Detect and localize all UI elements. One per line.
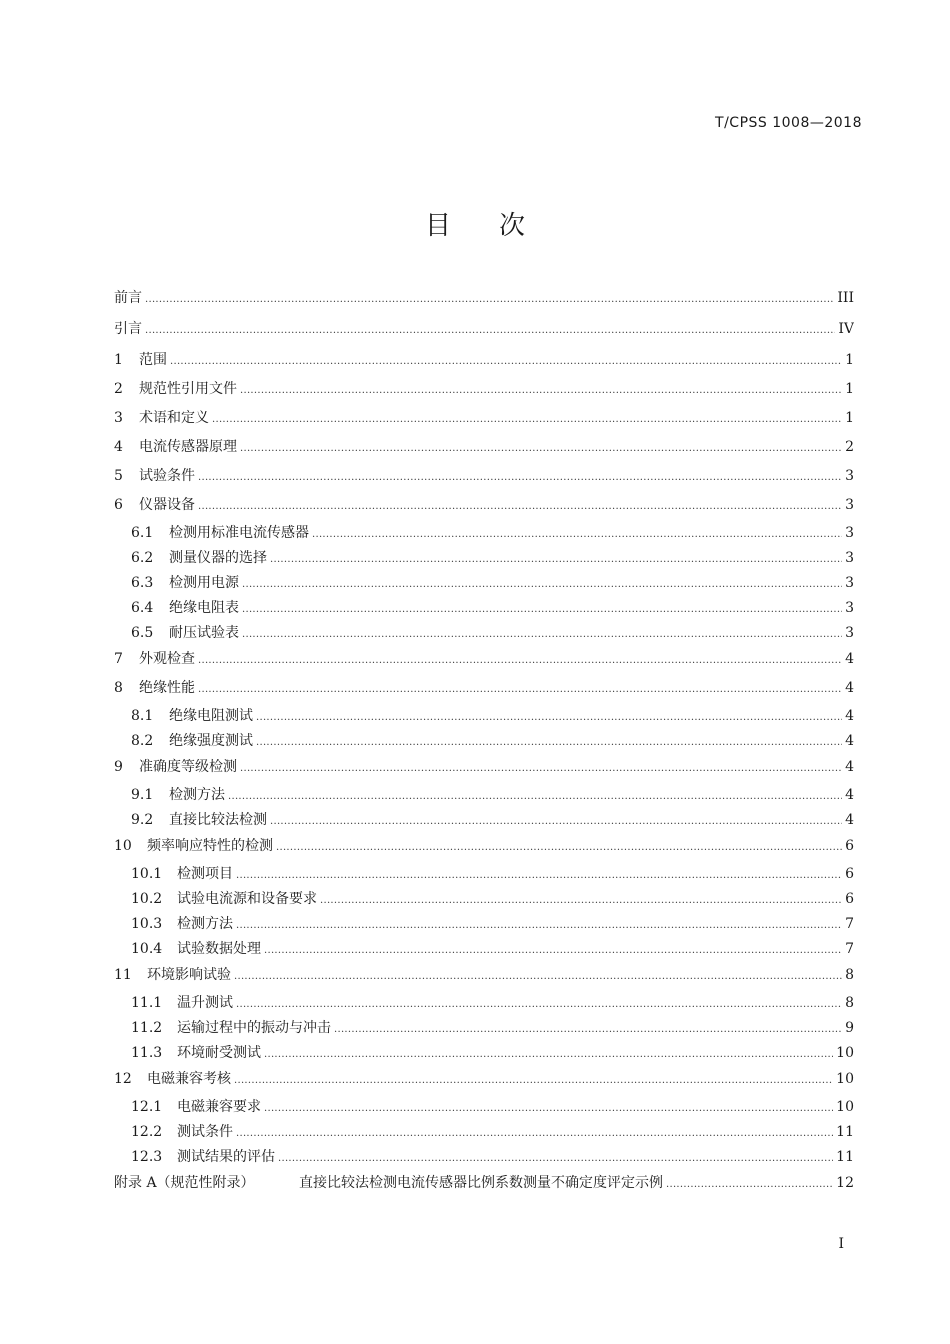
- dot-leader: [145, 319, 835, 343]
- dot-leader: [145, 288, 834, 312]
- dot-leader: [240, 379, 842, 403]
- toc-entry-number: 6.4: [131, 600, 154, 616]
- dot-leader: [666, 1173, 833, 1197]
- dot-leader: [264, 1044, 833, 1066]
- toc-entry-page: 4: [845, 680, 854, 696]
- toc-entry-page: 3: [845, 575, 854, 591]
- toc-entry-label: 引言: [114, 321, 142, 337]
- toc-entry-number: 9.2: [131, 812, 154, 828]
- toc-entry-page: 4: [845, 787, 854, 803]
- toc-entry-number: 5: [114, 468, 123, 484]
- toc-entry-label: 检测用标准电流传感器: [169, 525, 309, 541]
- toc-entry-label: 检测方法: [169, 787, 225, 803]
- toc-entry-number: 10.3: [131, 916, 163, 932]
- toc-entry[interactable]: [114, 1017, 854, 1042]
- toc-entry-label: 术语和定义: [139, 410, 209, 426]
- dot-leader: [240, 437, 842, 461]
- toc-entry-label: 规范性引用文件: [139, 381, 237, 397]
- dot-leader: [264, 940, 842, 962]
- toc-entry-page: 9: [845, 1020, 854, 1036]
- toc-entry-number: 11.3: [131, 1045, 163, 1061]
- toc-entry[interactable]: [114, 435, 854, 464]
- toc-entry-number: 10.1: [131, 866, 163, 882]
- toc-entry-page: 4: [845, 708, 854, 724]
- toc-entry-page: 3: [845, 625, 854, 641]
- toc-entry-number: 7: [114, 651, 123, 667]
- dot-leader: [228, 786, 842, 808]
- dot-leader: [242, 599, 842, 621]
- toc-entry-number: 10.2: [131, 891, 163, 907]
- dot-leader: [236, 1123, 833, 1145]
- toc-entry-page: 4: [845, 759, 854, 775]
- toc-entry-label: 前言: [114, 290, 142, 306]
- dot-leader: [236, 994, 842, 1016]
- toc-entry[interactable]: [114, 286, 854, 317]
- toc-entry-page: III: [837, 290, 854, 306]
- toc-entry-number: 9.1: [131, 787, 154, 803]
- dot-leader: [212, 408, 842, 432]
- toc-entry[interactable]: [114, 963, 854, 992]
- dot-leader: [256, 732, 842, 754]
- toc-entry[interactable]: [114, 547, 854, 572]
- toc-entry-number: 6: [114, 497, 123, 513]
- toc-entry-label: 运输过程中的振动与冲击: [177, 1020, 331, 1036]
- toc-entry-label: 频率响应特性的检测: [147, 838, 273, 854]
- toc-entry-number: 4: [114, 439, 123, 455]
- toc-entry-label: 耐压试验表: [169, 625, 239, 641]
- toc-entry-number: 10: [114, 838, 132, 854]
- toc-entry-number: 3: [114, 410, 123, 426]
- toc-entry-label: 直接比较法检测: [169, 812, 267, 828]
- toc-entry-label: 测量仪器的选择: [169, 550, 267, 566]
- dot-leader: [270, 549, 842, 571]
- dot-leader: [198, 495, 842, 519]
- toc-entry[interactable]: [114, 888, 854, 913]
- toc-entry-number: 9: [114, 759, 123, 775]
- toc-entry-label: 绝缘电阻测试: [169, 708, 253, 724]
- toc-entry[interactable]: [114, 863, 854, 888]
- toc-entry-number: 12.3: [131, 1149, 163, 1165]
- dot-leader: [198, 649, 842, 673]
- table-of-contents: [114, 286, 854, 1201]
- toc-entry-page: 3: [845, 525, 854, 541]
- toc-entry-label: 准确度等级检测: [139, 759, 237, 775]
- dot-leader: [170, 350, 842, 374]
- dot-leader: [234, 1069, 833, 1093]
- toc-entry-page: 4: [845, 812, 854, 828]
- toc-entry[interactable]: [114, 676, 854, 705]
- page-number: I: [838, 1236, 844, 1252]
- toc-entry-page: 6: [845, 866, 854, 882]
- dot-leader: [320, 890, 842, 912]
- toc-entry-label: 检测用电源: [169, 575, 239, 591]
- toc-entry[interactable]: [114, 705, 854, 730]
- toc-entry-label: 直接比较法检测电流传感器比例系数测量不确定度评定示例: [299, 1175, 663, 1191]
- toc-entry[interactable]: [114, 464, 854, 493]
- toc-entry[interactable]: [114, 992, 854, 1017]
- document-code: T/CPSS 1008—2018: [715, 115, 862, 131]
- title-char-2: 次: [499, 211, 526, 241]
- toc-entry[interactable]: [114, 522, 854, 547]
- toc-entry-label: 电磁兼容考核: [147, 1071, 231, 1087]
- dot-leader: [198, 678, 842, 702]
- toc-entry[interactable]: [114, 755, 854, 784]
- toc-entry-page: 3: [845, 550, 854, 566]
- toc-entry[interactable]: [114, 1146, 854, 1171]
- toc-entry-label: 试验数据处理: [177, 941, 261, 957]
- toc-entry[interactable]: [114, 572, 854, 597]
- dot-leader: [334, 1019, 842, 1041]
- toc-entry-label: 绝缘强度测试: [169, 733, 253, 749]
- page-title: [0, 205, 950, 242]
- toc-entry-number: 8: [114, 680, 123, 696]
- toc-entry-number: 10.4: [131, 941, 163, 957]
- toc-entry-number: 6.1: [131, 525, 154, 541]
- toc-entry-label: 检测方法: [177, 916, 233, 932]
- dot-leader: [240, 757, 842, 781]
- toc-entry-label: 试验条件: [139, 468, 195, 484]
- toc-entry-number: 6.2: [131, 550, 154, 566]
- toc-entry-label: 测试条件: [177, 1124, 233, 1140]
- toc-entry-page: 1: [845, 381, 854, 397]
- toc-entry-number: 6.5: [131, 625, 154, 641]
- toc-entry-number: 8.2: [131, 733, 154, 749]
- toc-entry[interactable]: [114, 834, 854, 863]
- toc-entry-label: 范围: [139, 352, 167, 368]
- toc-entry-label: 绝缘性能: [139, 680, 195, 696]
- dot-leader: [242, 574, 842, 596]
- toc-entry[interactable]: [114, 1121, 854, 1146]
- toc-entry-page: 7: [845, 941, 854, 957]
- toc-entry-page: 11: [836, 1149, 854, 1165]
- toc-entry-label: 仪器设备: [139, 497, 195, 513]
- toc-entry-page: 6: [845, 838, 854, 854]
- toc-entry-number: 1: [114, 352, 123, 368]
- toc-entry-page: 4: [845, 733, 854, 749]
- toc-entry[interactable]: [114, 1171, 854, 1201]
- toc-entry-number: 12.1: [131, 1099, 163, 1115]
- toc-entry[interactable]: [114, 1067, 854, 1096]
- toc-entry[interactable]: [114, 317, 854, 348]
- toc-entry-label: 环境耐受测试: [177, 1045, 261, 1061]
- toc-entry-label: 试验电流源和设备要求: [177, 891, 317, 907]
- toc-entry-page: 8: [845, 995, 854, 1011]
- toc-entry-number: 11.2: [131, 1020, 163, 1036]
- toc-entry-number: 12.2: [131, 1124, 163, 1140]
- toc-entry-page: 11: [836, 1124, 854, 1140]
- toc-entry[interactable]: [114, 348, 854, 377]
- dot-leader: [256, 707, 842, 729]
- toc-entry-number: 6.3: [131, 575, 154, 591]
- toc-entry-page: 1: [845, 410, 854, 426]
- toc-entry[interactable]: [114, 647, 854, 676]
- toc-entry-page: 10: [836, 1099, 854, 1115]
- toc-entry-label: 测试结果的评估: [177, 1149, 275, 1165]
- toc-entry-page: 10: [836, 1071, 854, 1087]
- dot-leader: [236, 915, 842, 937]
- dot-leader: [270, 811, 842, 833]
- toc-entry-page: 12: [836, 1175, 854, 1191]
- toc-entry-label: 环境影响试验: [147, 967, 231, 983]
- toc-entry[interactable]: [114, 1096, 854, 1121]
- dot-leader: [264, 1098, 833, 1120]
- toc-entry-page: 3: [845, 600, 854, 616]
- toc-entry[interactable]: [114, 784, 854, 809]
- toc-entry-page: 7: [845, 916, 854, 932]
- toc-entry[interactable]: [114, 597, 854, 622]
- toc-entry[interactable]: [114, 730, 854, 755]
- dot-leader: [278, 1148, 833, 1170]
- toc-entry-label: 温升测试: [177, 995, 233, 1011]
- toc-entry[interactable]: [114, 377, 854, 406]
- toc-entry-label: 绝缘电阻表: [169, 600, 239, 616]
- toc-entry-page: 10: [836, 1045, 854, 1061]
- toc-entry-label: 检测项目: [177, 866, 233, 882]
- dot-leader: [198, 466, 842, 490]
- toc-entry-label: 外观检查: [139, 651, 195, 667]
- toc-entry[interactable]: [114, 493, 854, 522]
- toc-entry-page: 2: [845, 439, 854, 455]
- toc-entry-page: 3: [845, 497, 854, 513]
- dot-leader: [276, 836, 842, 860]
- toc-entry-page: 8: [845, 967, 854, 983]
- dot-leader: [234, 965, 842, 989]
- toc-entry-number: 附录 A（规范性附录）: [114, 1175, 255, 1191]
- dot-leader: [312, 524, 842, 546]
- toc-entry[interactable]: [114, 1042, 854, 1067]
- toc-entry-page: 1: [845, 352, 854, 368]
- toc-entry-label: 电流传感器原理: [139, 439, 237, 455]
- toc-entry[interactable]: [114, 938, 854, 963]
- toc-entry-page: IV: [838, 321, 854, 337]
- toc-entry-number: 2: [114, 381, 123, 397]
- toc-entry-page: 3: [845, 468, 854, 484]
- toc-entry-label: 电磁兼容要求: [177, 1099, 261, 1115]
- toc-entry-number: 12: [114, 1071, 132, 1087]
- toc-entry[interactable]: [114, 809, 854, 834]
- toc-entry-page: 6: [845, 891, 854, 907]
- toc-entry-page: 4: [845, 651, 854, 667]
- toc-entry[interactable]: [114, 406, 854, 435]
- dot-leader: [242, 624, 842, 646]
- toc-entry-number: 11: [114, 967, 132, 983]
- toc-entry-number: 11.1: [131, 995, 163, 1011]
- title-char-1: 目: [424, 211, 451, 241]
- toc-entry-number: 8.1: [131, 708, 154, 724]
- dot-leader: [236, 865, 842, 887]
- toc-entry[interactable]: [114, 913, 854, 938]
- toc-entry[interactable]: [114, 622, 854, 647]
